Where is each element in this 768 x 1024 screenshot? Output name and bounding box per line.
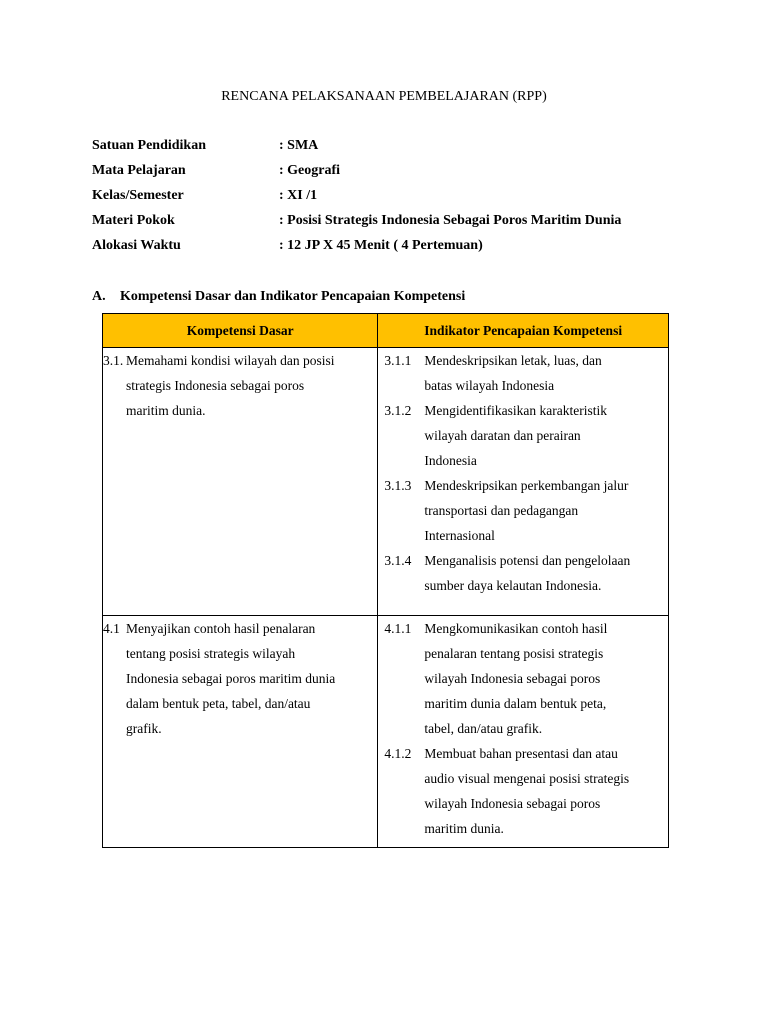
meta-row-satuan-pendidikan (92, 137, 692, 162)
indicator-item (384, 398, 668, 473)
indicator-line: maritim dunia dalam bentuk peta, (424, 696, 607, 711)
meta-value: : 12 JP X 45 Menit ( 4 Pertemuan) (279, 238, 483, 253)
indicator-number: 4.1.1 (384, 621, 412, 636)
table-row (103, 616, 669, 848)
table-row (103, 348, 669, 616)
kd-cell (103, 616, 378, 848)
page-title: RENCANA PELAKSANAAN PEMBELAJARAN (RPP) (221, 89, 547, 104)
indicator-line: audio visual mengenai posisi strategis (424, 771, 630, 786)
kd-line: tentang posisi strategis wilayah (126, 646, 296, 661)
indicator-item (384, 741, 668, 841)
indicator-line: sumber daya kelautan Indonesia. (424, 578, 602, 593)
indicator-line: Mendeskripsikan letak, luas, dan (424, 353, 602, 368)
indicator-item (384, 473, 668, 548)
indicator-item (384, 348, 668, 398)
competency-table (102, 313, 669, 848)
kd-line: maritim dunia. (126, 403, 206, 418)
indicator-number: 3.1.4 (384, 553, 412, 568)
indicator-line: batas wilayah Indonesia (424, 378, 555, 393)
kd-number: 3.1. (103, 353, 124, 368)
kd-line: Memahami kondisi wilayah dan posisi (126, 353, 335, 368)
meta-label: Kelas/Semester (92, 188, 184, 203)
kd-line: dalam bentuk peta, tabel, dan/atau (126, 696, 311, 711)
section-heading-a (92, 288, 465, 306)
kd-cell (103, 348, 378, 616)
meta-row-mata-pelajaran (92, 162, 692, 187)
indicator-number: 3.1.3 (384, 478, 412, 493)
indicator-line: Mengkomunikasikan contoh hasil (424, 621, 608, 636)
indicator-cell (378, 616, 669, 848)
indicator-number: 3.1.1 (384, 353, 412, 368)
indicator-line: transportasi dan pedagangan (424, 503, 579, 518)
table-header-row (103, 314, 669, 348)
indicator-line: Membuat bahan presentasi dan atau (424, 746, 618, 761)
indicator-number: 4.1.2 (384, 746, 412, 761)
header-kompetensi-dasar: Kompetensi Dasar (103, 314, 378, 348)
kd-line: Indonesia sebagai poros maritim dunia (126, 671, 336, 686)
section-title: Kompetensi Dasar dan Indikator Pencapaian Kompetensi (120, 289, 466, 304)
indicator-line: tabel, dan/atau grafik. (424, 721, 543, 736)
meta-row-alokasi-waktu (92, 237, 692, 262)
indicator-line: Indonesia (424, 453, 477, 468)
meta-value: : Posisi Strategis Indonesia Sebagai Poros Maritim Dunia (279, 213, 622, 228)
indicator-line: Menganalisis potensi dan pengelolaan (424, 553, 631, 568)
meta-label: Alokasi Waktu (92, 238, 181, 253)
indicator-line: Internasional (424, 528, 495, 543)
meta-value: : XI /1 (279, 188, 318, 203)
indicator-number: 3.1.2 (384, 403, 412, 418)
meta-row-materi-pokok (92, 212, 692, 237)
kd-line: Menyajikan contoh hasil penalaran (126, 621, 316, 636)
indicator-item (384, 548, 668, 598)
indicator-item (384, 616, 668, 741)
kd-number: 4.1 (103, 621, 120, 636)
meta-label: Mata Pelajaran (92, 163, 186, 178)
meta-value: : SMA (279, 138, 319, 153)
indicator-line: wilayah Indonesia sebagai poros (424, 671, 601, 686)
header-indikator: Indikator Pencapaian Kompetensi (378, 314, 669, 348)
indicator-line: Mendeskripsikan perkembangan jalur (424, 478, 629, 493)
indicator-line: penalaran tentang posisi strategis (424, 646, 604, 661)
indicator-line: wilayah Indonesia sebagai poros (424, 796, 601, 811)
meta-row-kelas-semester (92, 187, 692, 212)
meta-label: Satuan Pendidikan (92, 138, 206, 153)
section-letter: A. (92, 289, 106, 304)
kd-line: strategis Indonesia sebagai poros (126, 378, 305, 393)
document-metadata (92, 137, 692, 262)
meta-label: Materi Pokok (92, 213, 175, 228)
indicator-line: Mengidentifikasikan karakteristik (424, 403, 607, 418)
meta-value: : Geografi (279, 163, 341, 178)
indicator-line: maritim dunia. (424, 821, 504, 836)
indicator-cell (378, 348, 669, 616)
kd-line: grafik. (126, 721, 162, 736)
indicator-line: wilayah daratan dan perairan (424, 428, 581, 443)
